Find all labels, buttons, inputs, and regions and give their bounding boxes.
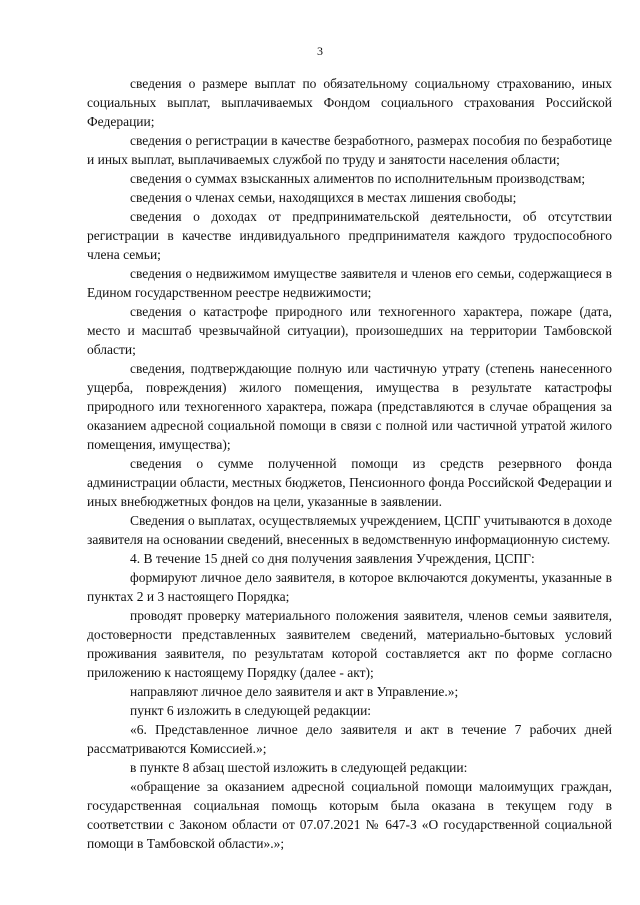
paragraph-disaster-info: сведения о катастрофе природного или техногенного характера, пожаре (дата, место и масштаб чрезвычайной ситуации), произошедших на территории Тамбовской области; [87, 304, 612, 357]
paragraph-material-check: проводят проверку материального положения заявителя, членов семьи заявителя, достоверности представленных заявителем сведений, материально-бытовых условий проживания заявителя, по результатам которой составляется акт по форме согласно приложению к настоящему Порядку (далее - акт); [87, 608, 612, 680]
document-body [87, 74, 612, 853]
paragraph-alimony: сведения о суммах взысканных алиментов по исполнительным производствам; [130, 171, 586, 186]
paragraph-property-loss: сведения, подтверждающие полную или частичную утрату (степень нанесенного ущерба, повреждения) жилого помещения, имущества в результате катастрофы природного или техногенного характера, пожара (представляются в случае обращения за оказанием адресной социальной помощи в связи с полной или частичной утратой жилого помещения, имущества); [87, 361, 612, 452]
paragraph-clause-6-intro: пункт 6 изложить в следующей редакции: [130, 703, 372, 718]
paragraph-clause-8-intro: в пункте 8 абзац шестой изложить в следующей редакции: [130, 760, 468, 775]
paragraph-clause-8-text: «обращение за оказанием адресной социальной помощи малоимущих граждан, государственная социальная помощь которым была оказана в текущем году в соответствии с Законом области от 07.07.2021 № 647-З «О государственной социальной помощи в Тамбовской области».»; [87, 779, 612, 851]
paragraph-send-to-department: направляют личное дело заявителя и акт в Управление.»; [130, 684, 459, 699]
paragraph-unemployment-registration: сведения о регистрации в качестве безработного, размерах пособия по безработице и иных выплат, выплачиваемых службой по труду и занятости населения области; [87, 133, 612, 167]
paragraph-clause-4: 4. В течение 15 дней со дня получения заявления Учреждения, ЦСПГ: [130, 551, 535, 566]
paragraph-clause-6-text: «6. Представленное личное дело заявителя и акт в течение 7 рабочих дней рассматриваются Комиссией.»; [87, 722, 612, 756]
paragraph-reserve-fund-aid: сведения о сумме полученной помощи из средств резервного фонда администрации области, местных бюджетов, Пенсионного фонда Российской Федерации и иных внебюджетных фондов на цели, указанные в заявлении. [87, 456, 612, 509]
paragraph-real-estate: сведения о недвижимом имуществе заявителя и членов его семьи, содержащиеся в Едином государственном реестре недвижимости; [87, 266, 612, 300]
page-number: 3 [317, 44, 323, 58]
paragraph-family-in-custody: сведения о членах семьи, находящихся в местах лишения свободы; [130, 190, 517, 205]
paragraph-business-income: сведения о доходах от предпринимательской деятельности, об отсутствии регистрации в качестве индивидуального предпринимателя каждого трудоспособного члена семьи; [87, 209, 612, 262]
paragraph-cspg-payments: Сведения о выплатах, осуществляемых учреждением, ЦСПГ учитываются в доходе заявителя на основании сведений, внесенных в ведомственную информационную систему. [87, 513, 612, 547]
paragraph-personal-file: формируют личное дело заявителя, в которое включаются документы, указанные в пунктах 2 и 3 настоящего Порядка; [87, 570, 612, 604]
paragraph-social-insurance-payments: сведения о размере выплат по обязательному социальному страхованию, иных социальных выплат, выплачиваемых Фондом социального страхования Российской Федерации; [87, 76, 612, 129]
